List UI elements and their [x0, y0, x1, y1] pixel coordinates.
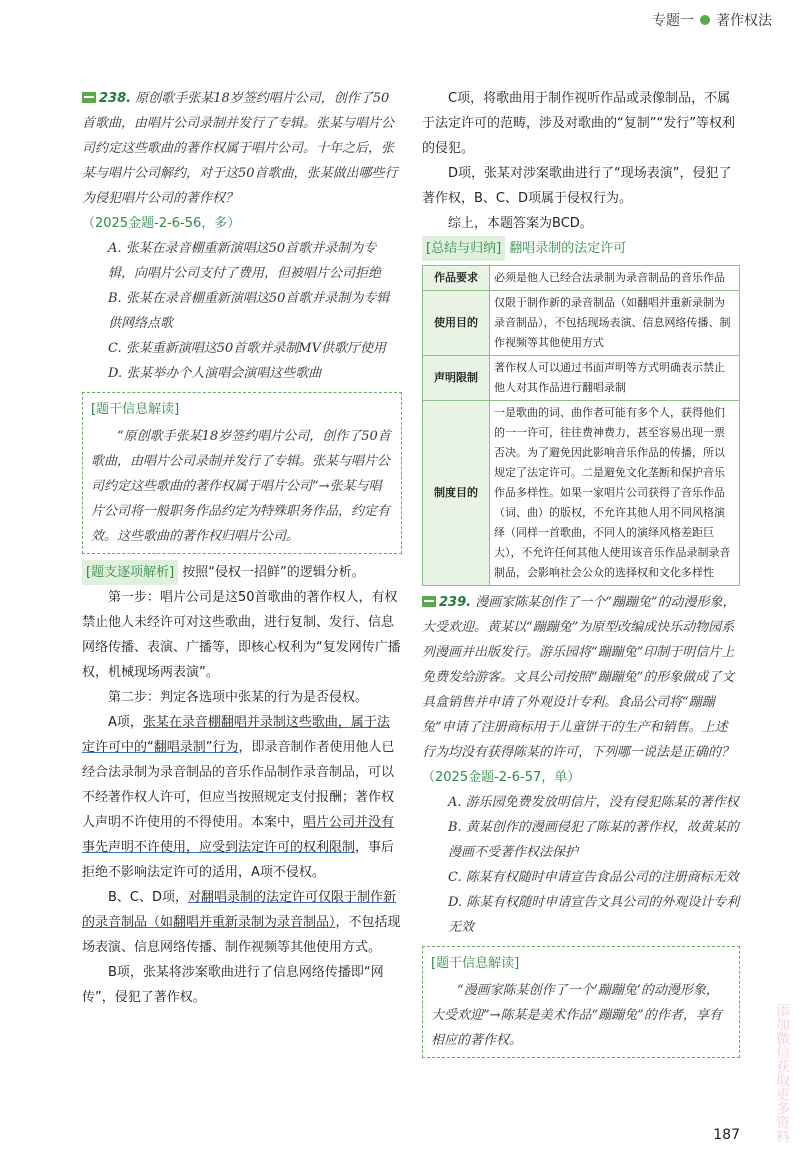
q238-option-d: D. 张某举办个人演唱会演唱这些歌曲	[108, 366, 322, 381]
analysis-option-c: C项，将歌曲用于制作视听作品或录像制品，不属于法定许可的范畴，涉及对歌曲的“复制”“发行”等权利的侵犯。	[422, 91, 735, 156]
table-row: 声明限制 著作权人可以通过书面声明等方式明确表示禁止他人对其作品进行翻唱录制	[423, 356, 740, 401]
question-icon	[422, 596, 436, 607]
analysis-step1: 第一步：唱片公司是这50首歌曲的著作权人，有权禁止他人未经许可对这些歌曲，进行复制、发行、信息网络传播、表演、广播等，即核心权利为“复发网传广播权，机械现场两表演”。	[82, 590, 401, 680]
q239-option-c: C. 陈某有权随时申请宣告食品公司的注册商标无效	[448, 870, 739, 885]
q239-number: 239.	[439, 595, 472, 610]
table-row: 作品要求 必须是他人已经合法录制为录音制品的音乐作品	[423, 266, 740, 291]
summary-table	[422, 265, 740, 586]
analysis-tag: [题支逐项解析]	[82, 560, 178, 585]
q238-option-b: B. 张某在录音棚重新演唱这50首歌并录制为专辑供网络点歌	[108, 291, 390, 331]
q239-option-b: B. 黄某创作的漫画侵犯了陈某的著作权，故黄某的漫画不受著作权法保护	[448, 820, 739, 860]
running-header	[652, 10, 772, 30]
summary-tag: [总结与归纳]	[422, 236, 505, 261]
header-title: 著作权法	[716, 13, 772, 29]
summary-title: 翻唱录制的法定许可	[509, 241, 627, 256]
analysis-option-d: D项，张某对涉案歌曲进行了“现场表演”，侵犯了著作权，B、C、D项属于侵权行为。	[422, 166, 732, 206]
info-box-text: “原创歌手张某18岁签约唱片公司，创作了50首歌曲，由唱片公司录制并发行了专辑。张某与唱片公司约定这些歌曲的著作权属于唱片公司”→张某与唱片公司将一般职务作品约定为特殊职务作品，约定有效。这些歌曲的著作权归唱片公司。	[91, 429, 391, 544]
analysis-step2: 第二步：判定各选项中张某的行为是否侵权。	[108, 690, 369, 705]
analysis-option-a: A项，张某在录音棚翻唱并录制这些歌曲，属于法定许可中的“翻唱录制”行为，即录音制作者使用他人已经合法录制为录音制品的音乐作品制作录音制品，可以不经著作权人许可，但应当按照规定支付报酬；著作权人声明不许使用的不得使用。本案中，唱片公司并没有事先声明不许使用，应受到法定许可的权利限制，事后拒绝不影响法定许可的适用，A项不侵权。	[82, 715, 395, 880]
q239-option-d: D. 陈某有权随时申请宣告文具公司的外观设计专利无效	[448, 895, 740, 935]
answer-line: 综上，本题答案为BCD。	[448, 216, 593, 231]
q239-info-box	[422, 946, 740, 1058]
header-section: 专题一	[652, 13, 694, 29]
q238-info-box	[82, 392, 402, 554]
analysis-intro: [题支逐项解析] 按照“侵权一招鲜”的逻辑分析。	[82, 560, 402, 585]
right-column	[422, 86, 740, 1064]
page-number: 187	[713, 1127, 740, 1143]
q238-option-a: A. 张某在录音棚重新演唱这50首歌并录制为专辑，向唱片公司支付了费用，但被唱片公司拒绝	[108, 241, 382, 281]
analysis-option-b: B项，张某将涉案歌曲进行了信息网络传播即“网传”，侵犯了著作权。	[82, 965, 384, 1005]
summary-heading	[422, 236, 740, 261]
watermark: 添加微信获取更多资料	[774, 1003, 790, 1143]
q239-stem: 239. 漫画家陈某创作了一个“蹦蹦兔”的动漫形象，大受欢迎。黄某以“蹦蹦兔”为原型改编成快乐动物园系列漫画并出版发行。游乐园将“蹦蹦兔”印制于明信片上免费发给游客。文具公司按照“蹦蹦兔”的形象做成了文具盒销售并申请了外观设计专利。食品公司将“蹦蹦兔”申请了注册商标用于儿童饼干的生产和销售。上述行为均没有获得陈某的许可，下列哪一说法是正确的？ （2025金题-2-6-57，单）	[422, 595, 736, 785]
q238-option-c: C. 张某重新演唱这50首歌并录制MV供歌厅使用	[108, 341, 386, 356]
question-icon	[82, 92, 96, 103]
table-row: 使用目的 仅限于制作新的录音制品（如翻唱并重新录制为录音制品），不包括现场表演、信息网络传播、制作视频等其他使用方式	[423, 291, 740, 356]
q238-number: 238.	[99, 91, 132, 106]
analysis-option-bcd: B、C、D项，对翻唱录制的法定许可仅限于制作新的录音制品（如翻唱并重新录制为录音制品），不包括现场表演、信息网络传播、制作视频等其他使用方式。	[82, 890, 401, 955]
info-box-title: [题干信息解读]	[431, 956, 520, 971]
table-row: 制度目的 一是歌曲的词、曲作者可能有多个人，获得他们的一一许可，往往费神费力，甚至容易出现一票否决。为了避免因此影响音乐作品的传播，所以规定了法定许可。二是避免文化垄断和保护音乐作品多样性。如果一家唱片公司获得了音乐作品（词、曲）的版权，不允许其他人用不同风格演绎（同样一首歌曲，不同人的演绎风格差距巨大），不允许任何其他人使用该音乐作品录制录音制品，会影响社会公众的选择权和文化多样性	[423, 401, 740, 586]
info-box-title: [题干信息解读]	[91, 402, 180, 417]
q239-option-a: A. 游乐园免费发放明信片，没有侵犯陈某的著作权	[448, 795, 739, 810]
q238-stem: 238. 原创歌手张某18岁签约唱片公司，创作了50首歌曲，由唱片公司录制并发行了专辑。张某与唱片公司约定这些歌曲的著作权属于唱片公司。十年之后，张某与唱片公司解约，对于这50首歌曲，张某做出哪些行为侵犯唱片公司的著作权？	[82, 91, 398, 206]
q238-source: （2025金题-2-6-56，多）	[82, 216, 241, 231]
header-dot-icon	[700, 15, 710, 25]
left-column	[82, 86, 402, 1010]
q239-source: （2025金题-2-6-57，单）	[422, 770, 581, 785]
info-box-text: “漫画家陈某创作了一个‘蹦蹦兔’的动漫形象，大受欢迎”→陈某是美术作品“蹦蹦兔”的作者，享有相应的著作权。	[431, 983, 722, 1048]
